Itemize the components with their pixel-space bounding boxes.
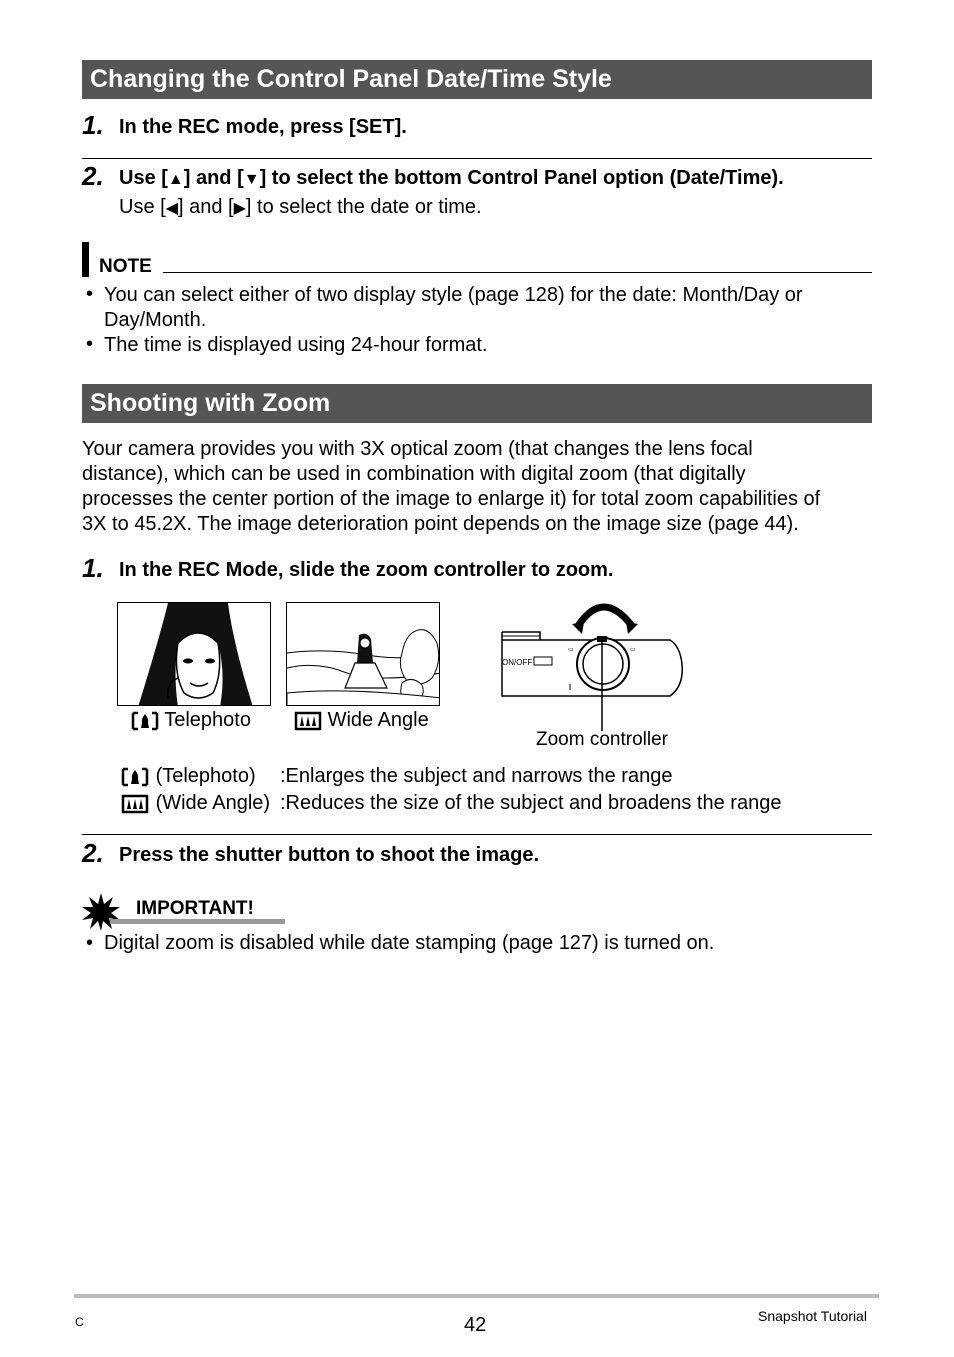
- wide-description: :Reduces the size of the subject and broadens the range: [280, 792, 782, 814]
- camera-onoff-label: ON/OFF: [502, 658, 533, 667]
- note-bullet: Day/Month.: [104, 309, 207, 331]
- up-triangle-icon: ▲: [167, 171, 184, 188]
- wide-angle-icon: [120, 794, 150, 814]
- svg-text:▭: ▭: [630, 646, 636, 653]
- wide-angle-icon: [294, 711, 322, 731]
- step-text: Press the shutter button to shoot the image.: [119, 844, 540, 866]
- step-text: In the REC Mode, slide the zoom controller to zoom.: [119, 559, 614, 581]
- note-rule: [163, 272, 872, 273]
- divider: [82, 158, 872, 159]
- intro-line: 3X to 45.2X. The image deterioration point depends on the image size (page 44).: [82, 513, 799, 535]
- important-label: IMPORTANT!: [136, 898, 254, 919]
- caption-zoom-controller: Zoom controller: [536, 729, 668, 750]
- step-subtext: Use [◀] and [▶] to select the date or time.: [119, 195, 482, 221]
- caption-wide-angle: Wide Angle: [294, 709, 429, 732]
- footer-left: C: [75, 1315, 84, 1329]
- wide-angle-photo: [286, 602, 440, 706]
- intro-line: distance), which can be used in combination with digital zoom (that digitally: [82, 463, 746, 485]
- wide-description-row: (Wide Angle): [120, 792, 270, 815]
- important-bullet: Digital zoom is disabled while date stamping (page 127) is turned on.: [104, 932, 715, 954]
- left-triangle-icon: ◀: [165, 200, 178, 217]
- footer-rule: [74, 1294, 879, 1298]
- divider: [82, 834, 872, 835]
- caption-telephoto: Telephoto: [131, 709, 251, 732]
- bullet-dot: •: [86, 333, 94, 355]
- down-triangle-icon: ▼: [243, 171, 260, 188]
- intro-line: Your camera provides you with 3X optical zoom (that changes the lens focal: [82, 438, 753, 460]
- right-triangle-icon: ▶: [233, 200, 246, 217]
- step-text: Use [▲] and [▼] to select the bottom Control Panel option (Date/Time).: [119, 167, 784, 189]
- tele-description: :Enlarges the subject and narrows the range: [280, 765, 673, 787]
- step-number: 2.: [82, 838, 104, 868]
- note-bullet: The time is displayed using 24-hour format.: [104, 334, 488, 356]
- telephoto-photo: [117, 602, 271, 706]
- note-bullet: You can select either of two display style (page 128) for the date: Month/Day or: [104, 284, 803, 306]
- step-text: In the REC mode, press [SET].: [119, 116, 407, 138]
- telephoto-icon: [131, 711, 159, 731]
- important-burst-icon: [82, 893, 120, 936]
- page-number: 42: [464, 1314, 487, 1336]
- note-marker: [82, 242, 89, 277]
- tele-description-row: (Telephoto): [120, 765, 256, 788]
- note-label: NOTE: [99, 256, 152, 277]
- step-number: 1.: [82, 110, 104, 140]
- step-number: 1.: [82, 553, 104, 583]
- bullet-dot: •: [86, 932, 94, 954]
- camera-illustration: [500, 596, 690, 731]
- bullet-dot: •: [86, 283, 94, 305]
- section-title-zoom: Shooting with Zoom: [82, 384, 872, 423]
- step-number: 2.: [82, 161, 104, 191]
- footer-chapter: Snapshot Tutorial: [758, 1308, 867, 1324]
- svg-text:▭: ▭: [568, 646, 574, 653]
- intro-line: processes the center portion of the image to enlarge it) for total zoom capabilities of: [82, 488, 821, 510]
- section-title-datetime: Changing the Control Panel Date/Time Style: [82, 60, 872, 99]
- telephoto-icon: [120, 767, 150, 787]
